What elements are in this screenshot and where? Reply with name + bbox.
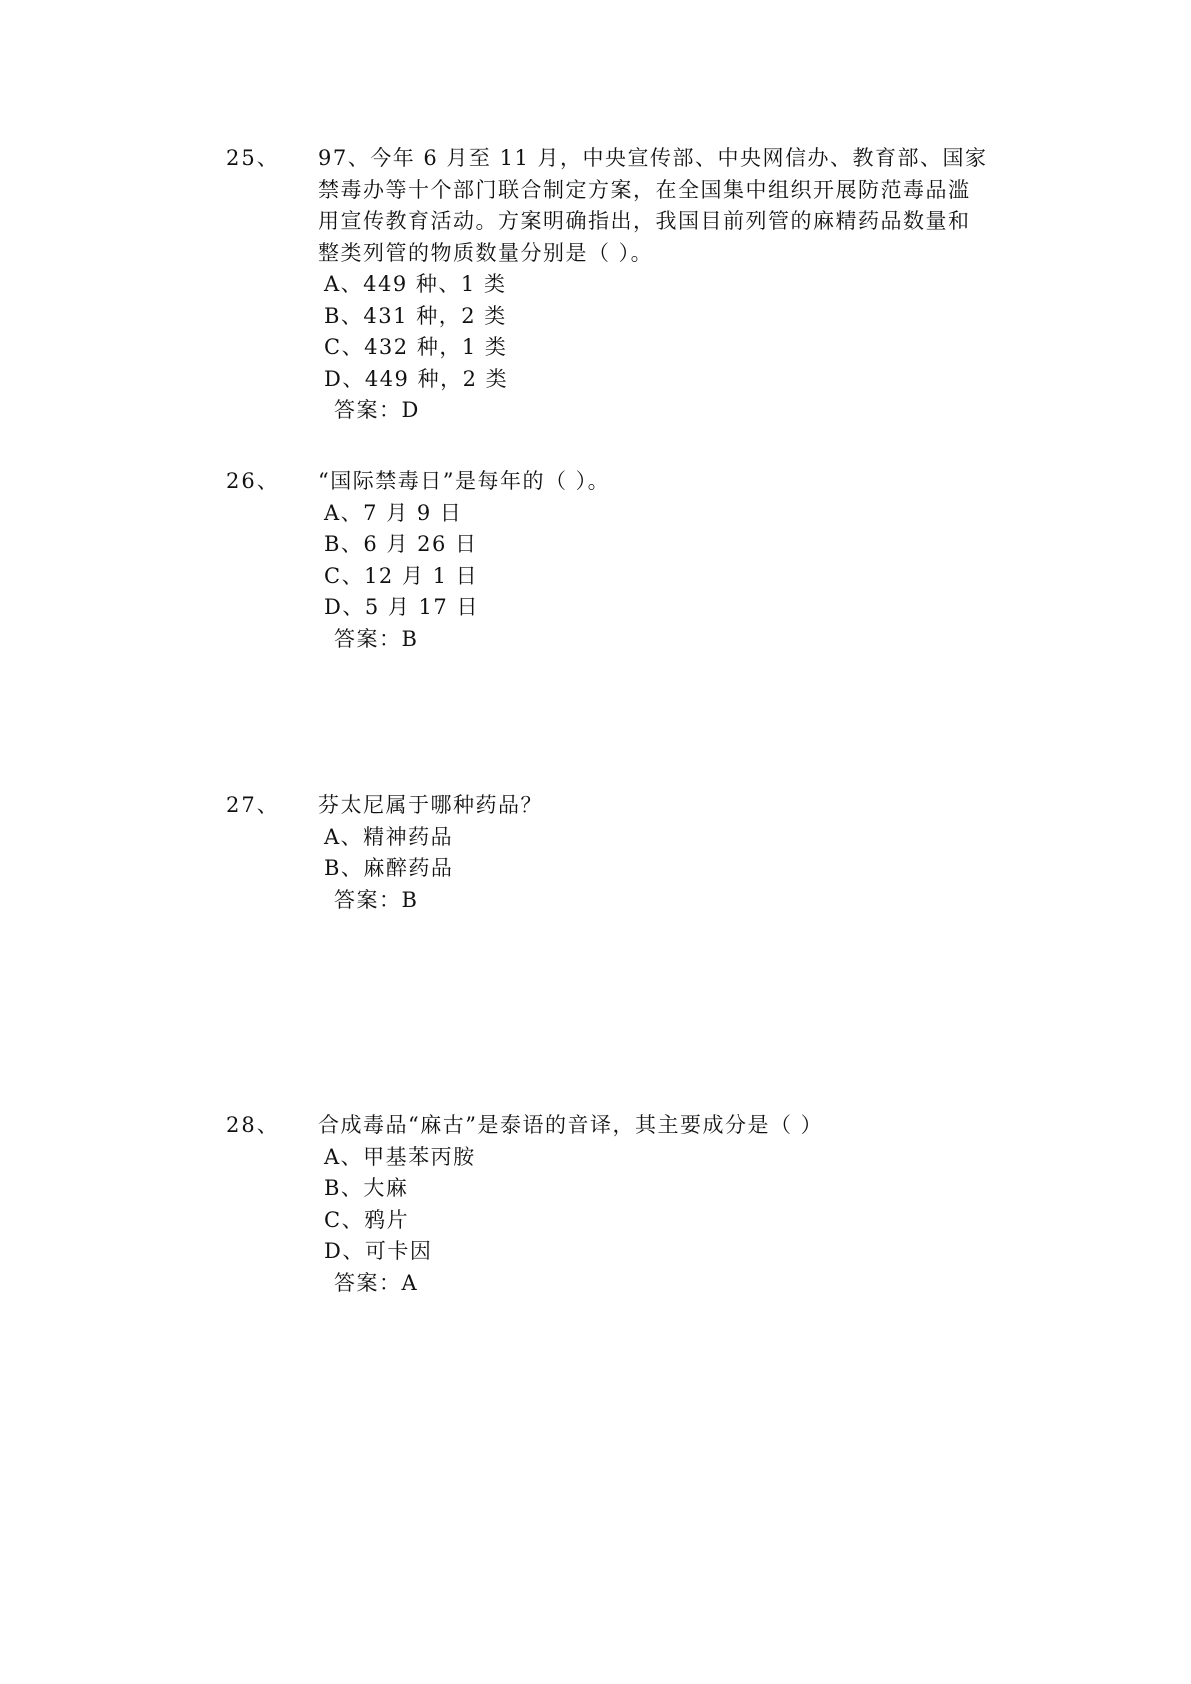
question-stem-line: 合成毒品“麻古”是泰语的音译，其主要成分是（ ） — [318, 1113, 824, 1137]
option-c: C、鸦片 — [324, 1207, 410, 1232]
option-b: B、大麻 — [324, 1176, 409, 1200]
question-stem-line: 用宣传教育活动。方案明确指出，我国目前列管的麻精药品数量和 — [318, 209, 971, 233]
option-b: B、麻醉药品 — [324, 856, 454, 880]
question-stem-line: 整类列管的物质数量分别是（ ）。 — [318, 240, 654, 265]
question-number: 25、 — [226, 146, 280, 170]
question-body — [318, 143, 1018, 427]
option-d: D、可卡因 — [324, 1239, 433, 1263]
answer: 答案：B — [334, 626, 419, 651]
answer: 答案：D — [334, 398, 420, 422]
answer: 答案：B — [334, 887, 419, 912]
option-b: B、6 月 26 日 — [324, 532, 478, 556]
question-body — [318, 1110, 1018, 1299]
option-a: A、7 月 9 日 — [324, 500, 463, 525]
option-a: A、精神药品 — [324, 824, 454, 849]
question-stem-line: “国际禁毒日”是每年的（ ）。 — [318, 469, 611, 493]
question-body — [318, 790, 1018, 916]
option-a: A、449 种、1 类 — [324, 272, 507, 296]
option-c: C、432 种，1 类 — [324, 335, 508, 359]
option-a: A、甲基苯丙胺 — [324, 1144, 476, 1169]
question-number: 27、 — [226, 793, 280, 817]
question-stem-line: 禁毒办等十个部门联合制定方案，在全国集中组织开展防范毒品滥 — [318, 177, 971, 202]
question-number: 26、 — [226, 469, 280, 493]
answer: 答案：A — [334, 1270, 419, 1295]
question-stem-line: 97、今年 6 月至 11 月，中央宣传部、中央网信办、教育部、国家 — [318, 146, 988, 170]
question-number: 28、 — [226, 1113, 280, 1137]
option-c: C、12 月 1 日 — [324, 563, 479, 588]
question-stem-line: 芬太尼属于哪种药品？ — [318, 793, 543, 817]
question-body — [318, 466, 1018, 655]
option-b: B、431 种，2 类 — [324, 303, 507, 328]
option-d: D、449 种，2 类 — [324, 366, 509, 391]
option-d: D、5 月 17 日 — [324, 595, 479, 619]
